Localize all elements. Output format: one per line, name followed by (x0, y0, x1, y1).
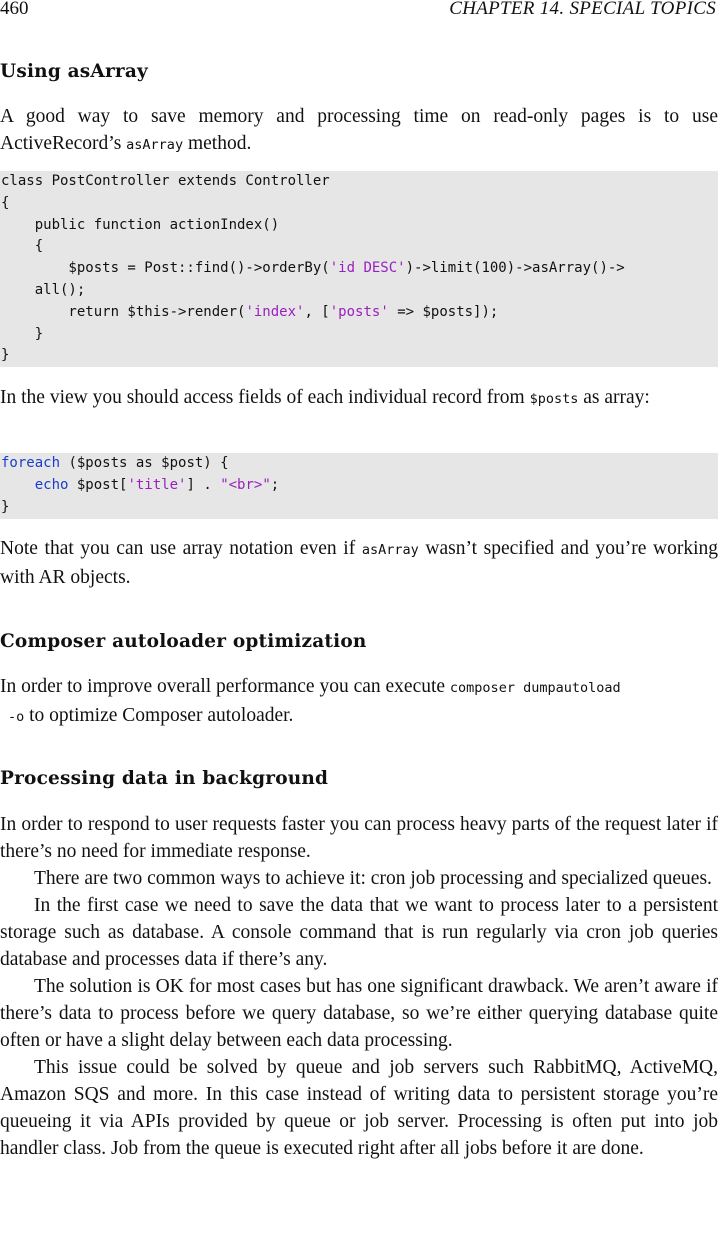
code-block-foreach (0, 453, 718, 519)
paragraph-array-notation: Note that you can use array notation even if asArray wasn’t specified and you’re working with AR objects. (0, 538, 718, 588)
code-line: return $this->render('index', ['posts' => $posts]); (1, 303, 499, 320)
paragraph-composer: In order to improve overall performance you can execute composer dumpautoload -o to optimize Composer autoloader. (0, 676, 621, 726)
code-line: } (1, 498, 10, 515)
code-line: all(); (1, 281, 86, 298)
code-line: } (1, 325, 44, 342)
code-line: $posts = Post::find()->orderBy('id DESC')->limit(100)->asArray()-> (1, 260, 625, 277)
code-line: foreach ($posts as $post) { (1, 455, 229, 471)
inline-code-posts: $posts (529, 391, 579, 407)
chapter-title: CHAPTER 14. SPECIAL TOPICS (449, 0, 716, 19)
section-heading-using-asarray: Using asArray (0, 61, 148, 82)
inline-code-asarray: asArray (126, 137, 184, 153)
code-line: class PostController extends Controller (1, 173, 330, 189)
paragraph-respond-faster: In order to respond to user requests faster you can process heavy parts of the request later if there’s no need for immediate response. (0, 814, 718, 862)
paragraph-two-ways: There are two common ways to achieve it: cron job processing and specialized queues. (34, 868, 712, 889)
code-line: echo $post['title'] . "<br>"; (34, 476, 280, 493)
inline-code-o-flag: -o (8, 709, 25, 725)
paragraph-asarray-intro: A good way to save memory and processing time on read-only pages is to use ActiveRecord’s asArray method. (0, 106, 718, 154)
code-line: { (1, 194, 10, 211)
paragraph-first-case: In the first case we need to save the data that we want to process later to a persistent storage such as database. A console command that is run regularly via cron job queries database and processes data if there’s any. (0, 895, 718, 970)
code-block-post-controller (0, 171, 718, 367)
code-line: } (1, 347, 10, 364)
paragraph-drawback: The solution is OK for most cases but has one significant drawback. We aren’t aware if there’s data to process before we query database, so we’re either querying database quite often or have a slight delay between each data processing. (0, 976, 718, 1051)
section-heading-background: Processing data in background (0, 768, 329, 789)
page-number: 460 (0, 0, 29, 19)
code-line: { (1, 238, 44, 255)
paragraph-queue-servers: This issue could be solved by queue and job servers such RabbitMQ, ActiveMQ, Amazon SQS and more. In this case instead of writing data to persistent storage you’re queueing it via APIs provided by queue or job server. Processing is often put into job handler class. Job from the queue is executed right after all jobs before it are done. (0, 1057, 718, 1159)
code-line: public function actionIndex() (1, 216, 280, 233)
inline-code-asarray: asArray (361, 542, 419, 558)
inline-code-composer-dump: composer dumpautoload (449, 680, 621, 696)
section-body-background (0, 811, 718, 1162)
running-header (0, 0, 718, 21)
paragraph-view-access: In the view you should access fields of each individual record from $posts as array: (0, 387, 650, 408)
section-heading-composer: Composer autoloader optimization (0, 631, 367, 652)
